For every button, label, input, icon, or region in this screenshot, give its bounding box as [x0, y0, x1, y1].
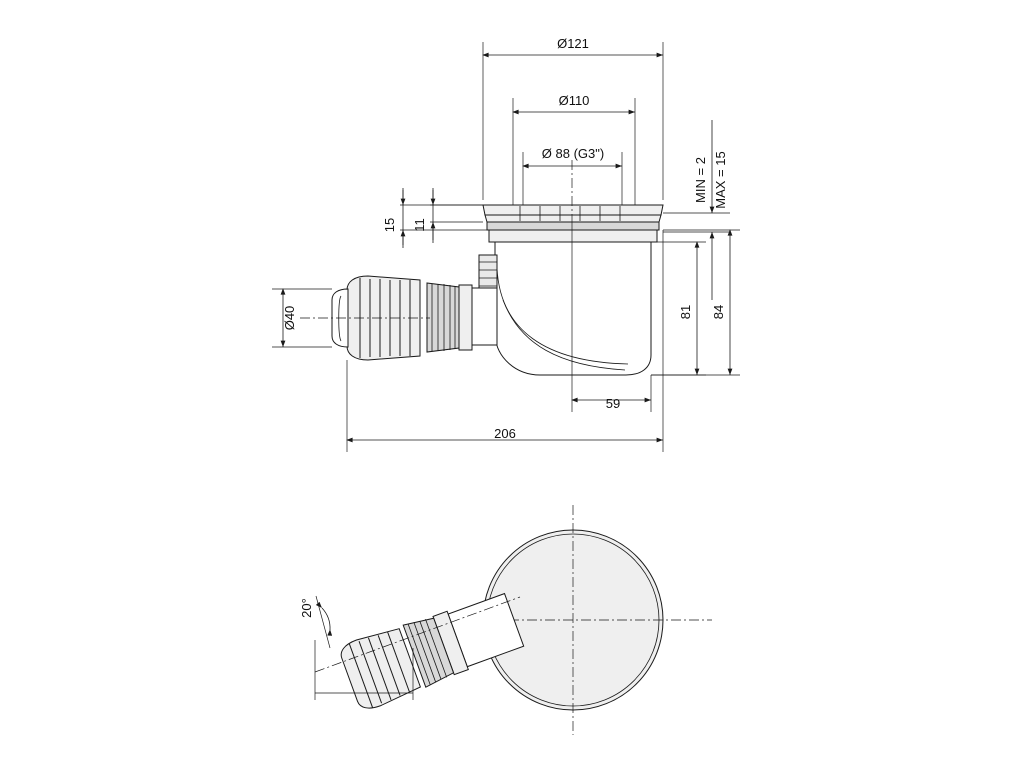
dim-d40: Ø40 [282, 305, 297, 331]
dim-84: 84 [711, 304, 726, 320]
dim-206: 206 [494, 426, 516, 441]
dim-d88: Ø 88 (G3") [541, 146, 605, 161]
dim-max15: MAX = 15 [713, 151, 728, 209]
dim-59: 59 [605, 396, 621, 411]
side-view-geometry [300, 205, 663, 375]
top-view-geometry [315, 505, 712, 735]
dim-min2: MIN = 2 [693, 157, 708, 203]
dim-11: 11 [412, 218, 427, 232]
dim-d110: Ø110 [558, 93, 590, 108]
dim-81: 81 [678, 304, 693, 320]
dim-15: 15 [382, 217, 397, 233]
dim-angle-20: 20° [299, 598, 314, 618]
dim-d121: Ø121 [557, 36, 589, 51]
